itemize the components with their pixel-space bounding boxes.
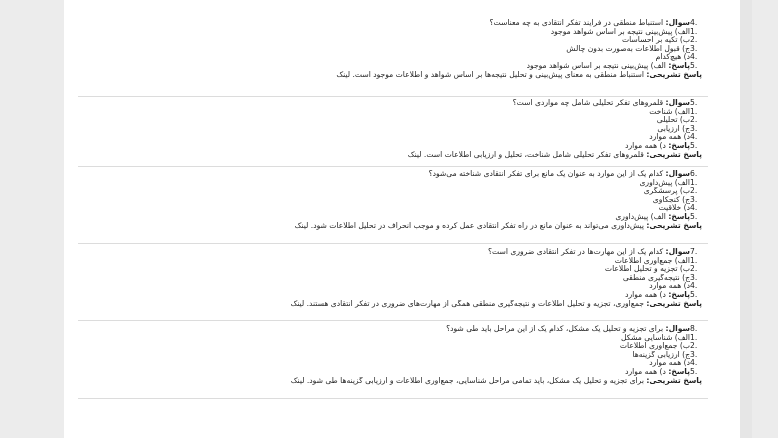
explanation-label: پاسخ تشریحی:	[646, 376, 702, 385]
divider	[78, 96, 708, 97]
question-number: 8.	[690, 325, 698, 333]
question-label: سوال:	[665, 99, 690, 107]
option-d: د) همه موارد	[649, 282, 690, 291]
link[interactable]: لینک	[294, 221, 309, 230]
question-label: سوال:	[665, 170, 690, 178]
option-b: ب) پرسشگری	[643, 187, 690, 196]
option-b: ب) تجزیه و تحلیل اطلاعات	[604, 265, 690, 274]
option-d: د) هیچ‌کدام	[655, 53, 690, 62]
answer-text: د) همه موارد	[625, 141, 666, 150]
option-d: د) همه موارد	[649, 133, 690, 142]
question-label: سوال:	[665, 19, 690, 27]
link[interactable]: لینک	[290, 299, 305, 308]
option-b: ب) تکیه بر احساسات	[621, 36, 690, 45]
answer-text: الف) پیش‌داوری	[615, 212, 666, 221]
option-b: ب) تحلیلی	[656, 116, 690, 125]
option-c: ج) کنجکاوی	[652, 195, 690, 204]
explanation-text: استنباط منطقی به معنای پیش‌بینی و تحلیل نتیجه‌ها بر اساس شواهد و اطلاعات موجود است.	[352, 70, 644, 79]
question-number: 5.	[690, 99, 698, 107]
option-c: ج) قبول اطلاعات به‌صورت بدون چالش	[566, 44, 690, 53]
link[interactable]: لینک	[336, 70, 351, 79]
question-label: سوال:	[665, 248, 690, 256]
option-b: ب) جمع‌آوری اطلاعات	[619, 342, 690, 351]
answer-label: پاسخ:	[668, 141, 690, 150]
option-a: الف) جمع‌آوری اطلاعات	[614, 256, 690, 265]
answer-label: پاسخ:	[668, 290, 690, 299]
question-text: قلمروهای تفکر تحلیلی شامل چه مواردی است؟	[512, 99, 664, 107]
question-block: 8.سوال: برای تجزیه و تحلیل یک مشکل، کدام یک از این مراحل باید طی شود؟ 1.الف) شناسایی مشکل 2.ب) جمع‌آوری اطلاعات 3.ج) ارزیابی گزینه‌ها 4.د) همه موارد 5.پاسخ: د) همه موارد پاسخ تشریحی: برای تجزیه و تحلیل یک مشکل، باید تمامی مراحل شناسایی، جمع‌آوری اطلاعات و ارزیابی گزینه‌ها طی شود. لینک	[290, 325, 702, 385]
answer-text: د) همه موارد	[625, 367, 666, 376]
question-text: برای تجزیه و تحلیل یک مشکل، کدام یک از این مراحل باید طی شود؟	[446, 325, 664, 333]
answer-label: پاسخ:	[668, 61, 690, 70]
question-number: 6.	[690, 170, 698, 178]
divider	[78, 243, 708, 244]
option-a: الف) پیش‌بینی نتیجه بر اساس شواهد موجود	[550, 27, 690, 36]
question-text: کدام یک از این مهارت‌ها در تفکر انتقادی ضروری است؟	[488, 248, 664, 256]
explanation-label: پاسخ تشریحی:	[646, 70, 702, 79]
question-number: 7.	[690, 248, 698, 256]
link[interactable]: لینک	[407, 150, 422, 159]
option-c: ج) نتیجه‌گیری منطقی	[622, 273, 690, 282]
explanation-text: قلمروهای تفکر تحلیلی شامل شناخت، تحلیل و ارزیابی اطلاعات است.	[423, 150, 644, 159]
question-label: سوال:	[665, 325, 690, 333]
question-block: 6.سوال: کدام یک از این موارد به عنوان یک مانع برای تفکر انتقادی شناخته می‌شود؟ 1.الف) پیش‌داوری 2.ب) پرسشگری 3.ج) کنجکاوی 4.د) خلاقیت 5.پاسخ: الف) پیش‌داوری پاسخ تشریحی: پیش‌داوری می‌تواند به عنوان مانع در راه تفکر انتقادی عمل کرده و موجب انحراف در تحلیل اطلاعات شود. لینک	[294, 170, 702, 230]
link[interactable]: لینک	[290, 376, 305, 385]
explanation-text: برای تجزیه و تحلیل یک مشکل، باید تمامی مراحل شناسایی، جمع‌آوری اطلاعات و ارزیابی گزینه‌ها طی شود.	[306, 376, 644, 385]
answer-text: د) همه موارد	[625, 290, 666, 299]
explanation-label: پاسخ تشریحی:	[646, 221, 702, 230]
option-c: ج) ارزیابی	[657, 124, 690, 133]
option-a: الف) شناسایی مشکل	[621, 333, 690, 342]
answer-label: پاسخ:	[668, 367, 690, 376]
question-number: 4.	[690, 19, 698, 27]
answer-text: الف) پیش‌بینی نتیجه بر اساس شواهد موجود	[526, 61, 666, 70]
option-d: د) همه موارد	[649, 359, 690, 368]
question-text: استنباط منطقی در فرآیند تفکر انتقادی به چه معناست؟	[489, 19, 664, 27]
question-block: 5.سوال: قلمروهای تفکر تحلیلی شامل چه مواردی است؟ 1.الف) شناخت 2.ب) تحلیلی 3.ج) ارزیابی 4.د) همه موارد 5.پاسخ: د) همه موارد پاسخ تشریحی: قلمروهای تفکر تحلیلی شامل شناخت، تحلیل و ارزیابی اطلاعات است. لینک	[407, 99, 702, 159]
option-a: الف) شناخت	[649, 107, 690, 116]
scrollbar[interactable]	[740, 0, 752, 438]
divider	[78, 166, 708, 167]
option-d: د) خلاقیت	[658, 204, 690, 213]
explanation-label: پاسخ تشریحی:	[646, 299, 702, 308]
option-c: ج) ارزیابی گزینه‌ها	[632, 350, 690, 359]
question-block: 4.سوال: استنباط منطقی در فرآیند تفکر انتقادی به چه معناست؟ 1.الف) پیش‌بینی نتیجه بر اساس شواهد موجود 2.ب) تکیه بر احساسات 3.ج) قبول اطلاعات به‌صورت بدون چالش 4.د) هیچ‌کدام 5.پاسخ: الف) پیش‌بینی نتیجه بر اساس شواهد موجود پاسخ تشریحی: استنباط منطقی به معنای پیش‌بینی و تحلیل نتیجه‌ها بر اساس شواهد و اطلاعات موجود است. لینک	[336, 19, 702, 79]
divider	[78, 398, 708, 399]
answer-label: پاسخ:	[668, 212, 690, 221]
explanation-text: جمع‌آوری، تجزیه و تحلیل اطلاعات و نتیجه‌گیری منطقی همگی از مهارت‌های ضروری در تفکر انتقادی هستند.	[306, 299, 644, 308]
question-block: 7.سوال: کدام یک از این مهارت‌ها در تفکر انتقادی ضروری است؟ 1.الف) جمع‌آوری اطلاعات 2.ب) تجزیه و تحلیل اطلاعات 3.ج) نتیجه‌گیری منطقی 4.د) همه موارد 5.پاسخ: د) همه موارد پاسخ تشریحی: جمع‌آوری، تجزیه و تحلیل اطلاعات و نتیجه‌گیری منطقی همگی از مهارت‌های ضروری در تفکر انتقادی هستند. لینک	[290, 248, 702, 308]
explanation-text: پیش‌داوری می‌تواند به عنوان مانع در راه تفکر انتقادی عمل کرده و موجب انحراف در تحلیل اطلاعات شود.	[310, 221, 644, 230]
divider	[78, 320, 708, 321]
option-a: الف) پیش‌داوری	[639, 178, 690, 187]
explanation-label: پاسخ تشریحی:	[646, 150, 702, 159]
question-text: کدام یک از این موارد به عنوان یک مانع برای تفکر انتقادی شناخته می‌شود؟	[428, 170, 664, 178]
